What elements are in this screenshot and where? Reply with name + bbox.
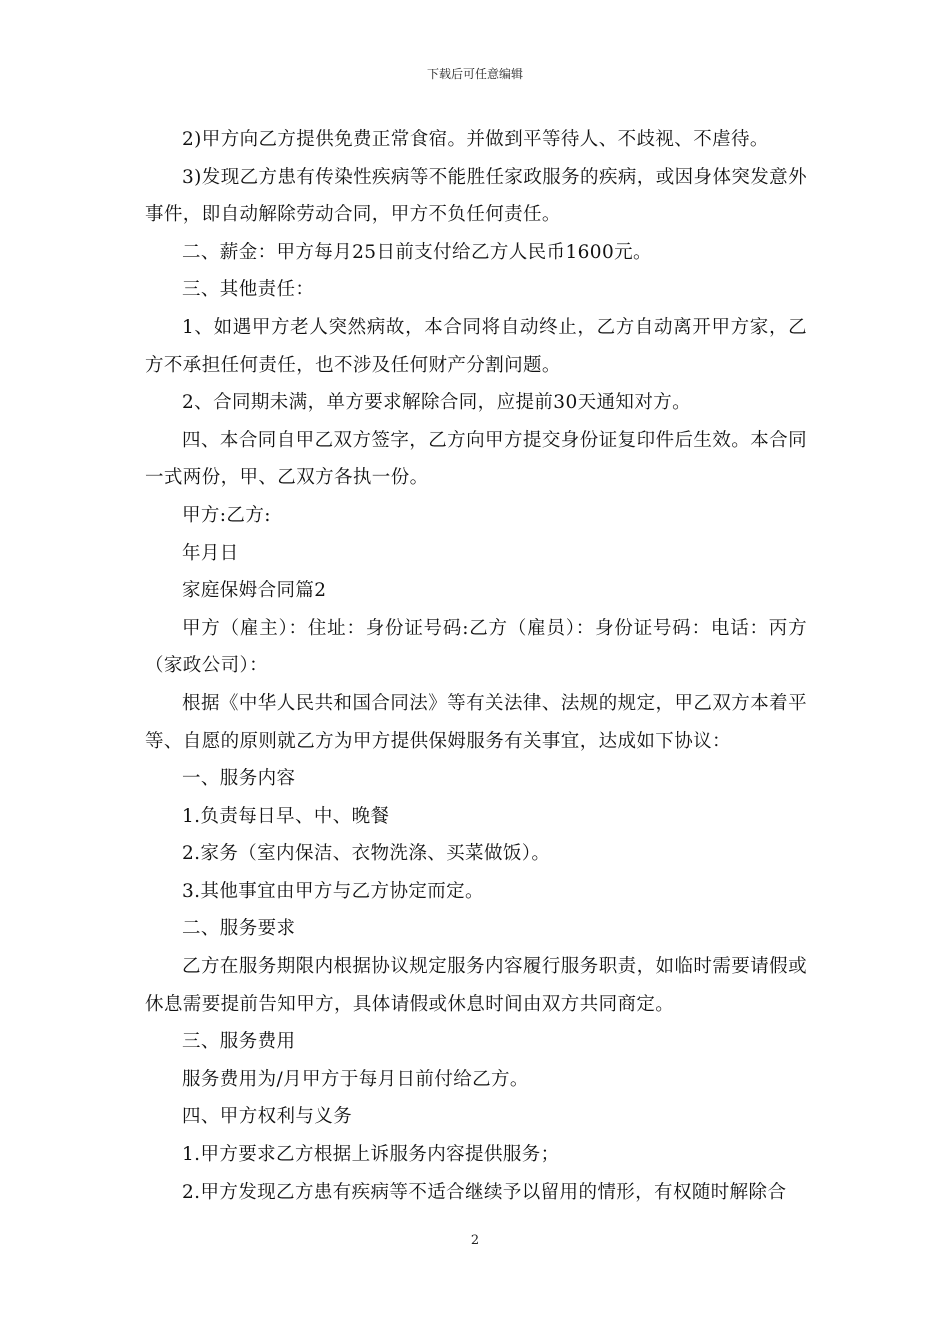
paragraph: 2)甲方向乙方提供免费正常食宿。并做到平等待人、不歧视、不虐待。: [182, 129, 769, 150]
paragraph: 二、薪金：甲方每月25日前支付给乙方人民币1600元。: [182, 241, 652, 263]
list-item: 1.甲方要求乙方根据上诉服务内容提供服务；: [182, 1144, 560, 1166]
paragraph: 乙方在服务期限内根据协议规定服务内容履行服务职责，如临时需要请假或休息需要提前告知甲方，具体请假或休息时间由双方共同商定。: [145, 956, 807, 1015]
list-item: 2.家务（室内保洁、衣物洗涤、买菜做饭）。: [182, 843, 551, 865]
paragraph: 2、合同期未满，单方要求解除合同，应提前30天通知对方。: [182, 392, 692, 414]
date-line: 年月日: [182, 542, 239, 564]
paragraph: 1、如遇甲方老人突然病故，本合同将自动终止，乙方自动离开甲方家，乙方不承担任何责任，也不涉及任何财产分割问题。: [145, 316, 807, 376]
paragraph: 服务费用为/月甲方于每月日前付给乙方。: [182, 1068, 529, 1090]
section-heading: 四、甲方权利与义务: [182, 1106, 353, 1128]
section-heading: 三、其他责任：: [182, 279, 315, 301]
section-heading: 一、服务内容: [182, 768, 296, 790]
section-heading: 三、服务费用: [182, 1031, 296, 1053]
signature-line: 甲方:乙方:: [182, 504, 271, 526]
paragraph: 3)发现乙方患有传染性疾病等不能胜任家政服务的疾病，或因身体突发意外事件，即自动解除劳动合同，甲方不负任何责任。: [145, 166, 807, 226]
document-body: [145, 121, 807, 1211]
list-item: 3.其他事宜由甲方与乙方协定而定。: [182, 880, 484, 902]
section-heading: 二、服务要求: [182, 918, 296, 940]
contract-title: 家庭保姆合同篇2: [182, 580, 327, 602]
page-header: 下载后可任意编辑: [426, 67, 523, 81]
paragraph: 根据《中华人民共和国合同法》等有关法律、法规的规定，甲乙双方本着平等、自愿的原则就乙方为甲方提供保姆服务有关事宜，达成如下协议：: [145, 692, 807, 752]
list-item: 2.甲方发现乙方患有疾病等不适合继续予以留用的情形，有权随时解除合: [182, 1181, 787, 1203]
page-number: 2: [470, 1233, 480, 1248]
parties-line: 甲方（雇主）：住址：身份证号码:乙方（雇员）：身份证号码：电话：丙方（家政公司）：: [145, 617, 807, 677]
list-item: 1.负责每日早、中、晚餐: [182, 805, 390, 827]
paragraph: 四、本合同自甲乙双方签字，乙方向甲方提交身份证复印件后生效。本合同一式两份，甲、乙双方各执一份。: [145, 429, 807, 489]
